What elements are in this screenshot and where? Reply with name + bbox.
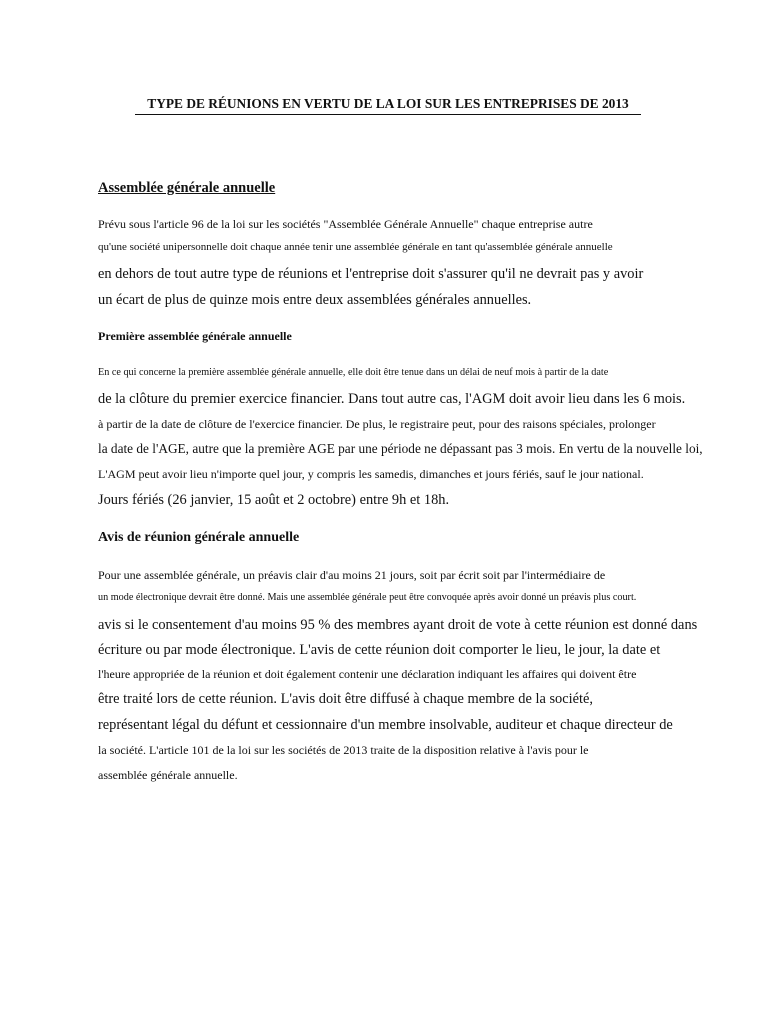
paragraph-line: l'heure appropriée de la réunion et doit également contenir une déclaration indiquant les affaires qui doivent être <box>98 667 637 681</box>
paragraph-line: en dehors de tout autre type de réunions et l'entreprise doit s'assurer qu'il ne devrait pas y avoir <box>98 266 644 282</box>
paragraph-line: Prévu sous l'article 96 de la loi sur les sociétés "Assemblée Générale Annuelle" chaque entreprise autre <box>98 217 593 231</box>
section-heading-notice: Avis de réunion générale annuelle <box>98 530 300 545</box>
paragraph-line: qu'une société unipersonnelle doit chaque année tenir une assemblée générale en tant qu'assemblée générale annuelle <box>98 241 613 253</box>
paragraph-line: écriture ou par mode électronique. L'avis de cette réunion doit comporter le lieu, le jour, la date et <box>98 642 661 658</box>
paragraph-line: la société. L'article 101 de la loi sur les sociétés de 2013 traite de la disposition relative à l'avis pour le <box>98 743 589 757</box>
paragraph-line: un mode électronique devrait être donné. Mais une assemblée générale peut être convoquée après avoir donné un préavis plus court. <box>98 592 637 603</box>
paragraph-line: L'AGM peut avoir lieu n'importe quel jour, y compris les samedis, dimanches et jours fériés, sauf le jour national. <box>98 467 644 481</box>
paragraph-line: à partir de la date de clôture de l'exercice financier. De plus, le registraire peut, pour des raisons spéciales, prolonger <box>98 417 656 431</box>
paragraph-line: la date de l'AGE, autre que la première AGE par une période ne dépassant pas 3 mois. En vertu de la nouvelle loi, <box>98 441 703 456</box>
paragraph-line: représentant légal du défunt et cessionnaire d'un membre insolvable, auditeur et chaque directeur de <box>98 717 673 733</box>
paragraph-line: être traité lors de cette réunion. L'avis doit être diffusé à chaque membre de la société, <box>98 691 593 707</box>
paragraph-line: de la clôture du premier exercice financier. Dans tout autre cas, l'AGM doit avoir lieu dans les 6 mois. <box>98 391 686 407</box>
paragraph-line: avis si le consentement d'au moins 95 % des membres ayant droit de vote à cette réunion est donné dans <box>98 617 698 633</box>
page-title: TYPE DE RÉUNIONS EN VERTU DE LA LOI SUR LES ENTREPRISES DE 2013 <box>135 96 641 115</box>
paragraph-line: En ce qui concerne la première assemblée générale annuelle, elle doit être tenue dans un délai de neuf mois à partir de la date <box>98 367 609 378</box>
section-heading-first-agm: Première assemblée générale annuelle <box>98 329 292 343</box>
paragraph-line: un écart de plus de quinze mois entre deux assemblées générales annuelles. <box>98 292 532 308</box>
section-heading-agm: Assemblée générale annuelle <box>98 180 276 196</box>
paragraph-line: Jours fériés (26 janvier, 15 août et 2 octobre) entre 9h et 18h. <box>98 492 450 508</box>
paragraph-line: Pour une assemblée générale, un préavis clair d'au moins 21 jours, soit par écrit soit par l'intermédiaire de <box>98 568 606 582</box>
paragraph-line: assemblée générale annuelle. <box>98 768 238 782</box>
